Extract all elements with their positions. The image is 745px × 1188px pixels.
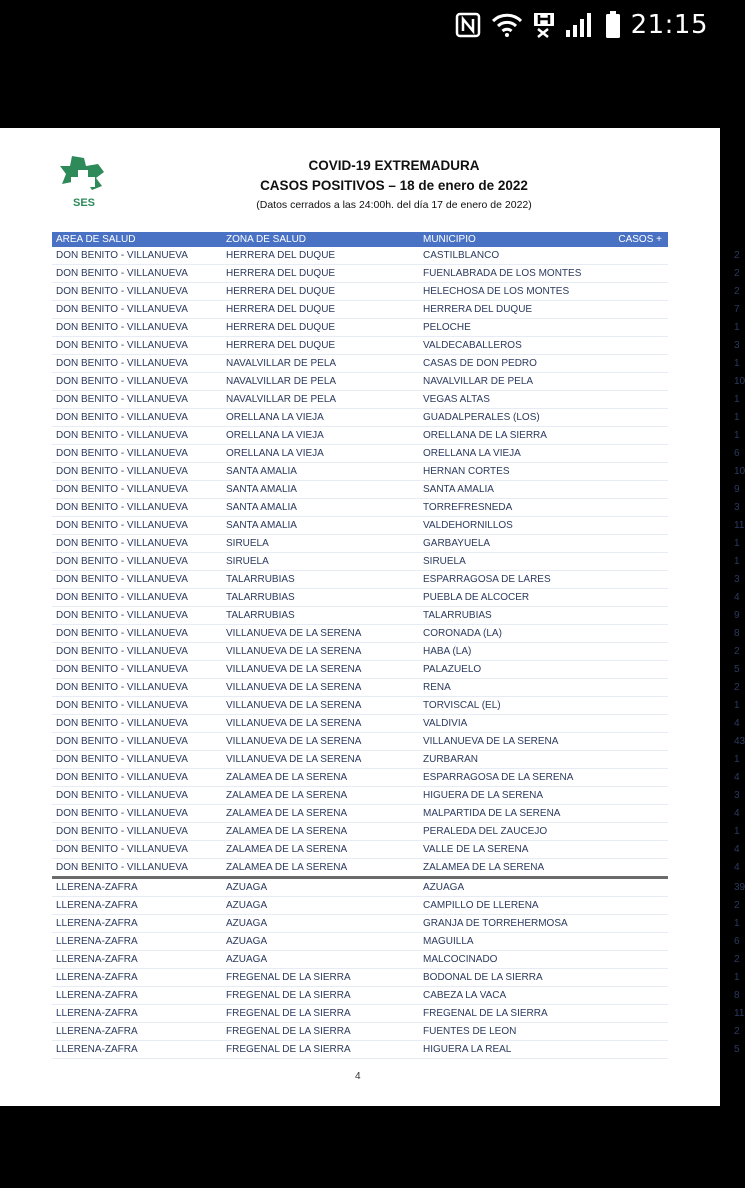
- cell-zona: TALARRUBIAS: [222, 589, 419, 607]
- cell-area: DON BENITO - VILLANUEVA: [52, 751, 222, 769]
- cell-zona: TALARRUBIAS: [222, 571, 419, 589]
- cell-municipio: ESPARRAGOSA DE LARES: [419, 571, 584, 589]
- cell-municipio: ZALAMEA DE LA SERENA: [419, 859, 584, 878]
- cell-municipio: MALCOCINADO: [419, 951, 584, 969]
- cell-zona: ORELLANA LA VIEJA: [222, 427, 419, 445]
- table-row: [52, 878, 668, 897]
- cell-casos: 9: [584, 607, 668, 625]
- cell-casos: 1: [584, 553, 668, 571]
- table-row: [52, 933, 668, 951]
- header-zona: ZONA DE SALUD: [222, 232, 419, 247]
- cell-casos: 1: [584, 355, 668, 373]
- cell-casos: 6: [584, 445, 668, 463]
- cell-casos: 2: [584, 265, 668, 283]
- cell-area: LLERENA-ZAFRA: [52, 915, 222, 933]
- cell-casos: 3: [584, 337, 668, 355]
- cell-zona: AZUAGA: [222, 933, 419, 951]
- table-row: [52, 553, 668, 571]
- cell-municipio: TORREFRESNEDA: [419, 499, 584, 517]
- cell-casos: 3: [584, 571, 668, 589]
- document-note: (Datos cerrados a las 24:00h. del día 17 de enero de 2022): [256, 199, 532, 211]
- data-off-icon: [533, 12, 555, 38]
- page-number: 4: [355, 1071, 361, 1082]
- table-row: [52, 373, 668, 391]
- cell-area: DON BENITO - VILLANUEVA: [52, 247, 222, 265]
- nfc-icon: [455, 12, 481, 38]
- table-row: [52, 589, 668, 607]
- cell-zona: FREGENAL DE LA SIERRA: [222, 969, 419, 987]
- table-row: [52, 391, 668, 409]
- cell-area: DON BENITO - VILLANUEVA: [52, 391, 222, 409]
- cell-municipio: VALDEHORNILLOS: [419, 517, 584, 535]
- cell-zona: VILLANUEVA DE LA SERENA: [222, 751, 419, 769]
- cell-area: LLERENA-ZAFRA: [52, 969, 222, 987]
- cell-area: LLERENA-ZAFRA: [52, 933, 222, 951]
- cell-area: DON BENITO - VILLANUEVA: [52, 481, 222, 499]
- cell-area: DON BENITO - VILLANUEVA: [52, 823, 222, 841]
- table-row: [52, 915, 668, 933]
- cell-municipio: PELOCHE: [419, 319, 584, 337]
- table-row: [52, 859, 668, 878]
- cell-municipio: RENA: [419, 679, 584, 697]
- cell-municipio: CASTILBLANCO: [419, 247, 584, 265]
- cell-municipio: PUEBLA DE ALCOCER: [419, 589, 584, 607]
- cell-casos: 8: [584, 987, 668, 1005]
- cell-municipio: FREGENAL DE LA SIERRA: [419, 1005, 584, 1023]
- table-row: [52, 987, 668, 1005]
- cell-zona: AZUAGA: [222, 915, 419, 933]
- cell-casos: 39: [584, 878, 668, 897]
- cell-municipio: VALDIVIA: [419, 715, 584, 733]
- cell-area: DON BENITO - VILLANUEVA: [52, 805, 222, 823]
- cell-municipio: BODONAL DE LA SIERRA: [419, 969, 584, 987]
- table-row: [52, 427, 668, 445]
- cell-municipio: CABEZA LA VACA: [419, 987, 584, 1005]
- cell-zona: HERRERA DEL DUQUE: [222, 337, 419, 355]
- table-row: [52, 1023, 668, 1041]
- cell-area: DON BENITO - VILLANUEVA: [52, 679, 222, 697]
- cell-casos: 1: [584, 823, 668, 841]
- table-row: [52, 571, 668, 589]
- cell-area: DON BENITO - VILLANUEVA: [52, 661, 222, 679]
- table-row: [52, 841, 668, 859]
- cell-casos: 4: [584, 805, 668, 823]
- table-body: [52, 247, 745, 1059]
- cell-zona: TALARRUBIAS: [222, 607, 419, 625]
- cell-zona: ORELLANA LA VIEJA: [222, 445, 419, 463]
- cell-casos: 10: [584, 373, 668, 391]
- cell-municipio: AZUAGA: [419, 878, 584, 897]
- cell-area: DON BENITO - VILLANUEVA: [52, 499, 222, 517]
- cell-casos: 11: [584, 1005, 668, 1023]
- cell-casos: 8: [584, 625, 668, 643]
- table-row: [52, 355, 668, 373]
- cell-area: DON BENITO - VILLANUEVA: [52, 409, 222, 427]
- cell-zona: ZALAMEA DE LA SERENA: [222, 859, 419, 878]
- table-row: [52, 715, 668, 733]
- cell-area: DON BENITO - VILLANUEVA: [52, 733, 222, 751]
- table-row: [52, 951, 668, 969]
- cell-area: DON BENITO - VILLANUEVA: [52, 373, 222, 391]
- cell-area: DON BENITO - VILLANUEVA: [52, 859, 222, 878]
- table-row: [52, 535, 668, 553]
- table-row: [52, 517, 668, 535]
- cell-casos: 2: [584, 1023, 668, 1041]
- cell-casos: 5: [584, 1041, 668, 1059]
- table-row: [52, 625, 668, 643]
- cell-casos: 2: [584, 897, 668, 915]
- cases-table: [52, 232, 745, 1059]
- cell-casos: 4: [584, 769, 668, 787]
- table-row: [52, 499, 668, 517]
- table-header-row: [52, 232, 668, 247]
- cell-zona: VILLANUEVA DE LA SERENA: [222, 625, 419, 643]
- cell-area: DON BENITO - VILLANUEVA: [52, 715, 222, 733]
- cell-casos: 6: [584, 933, 668, 951]
- cell-casos: 1: [584, 319, 668, 337]
- cell-area: LLERENA-ZAFRA: [52, 987, 222, 1005]
- cell-municipio: TALARRUBIAS: [419, 607, 584, 625]
- cell-area: DON BENITO - VILLANUEVA: [52, 427, 222, 445]
- table-row: [52, 283, 668, 301]
- table-row: [52, 445, 668, 463]
- cell-area: DON BENITO - VILLANUEVA: [52, 625, 222, 643]
- header-casos: CASOS +: [584, 232, 668, 247]
- cell-casos: 9: [584, 481, 668, 499]
- table-row: [52, 733, 668, 751]
- cell-area: DON BENITO - VILLANUEVA: [52, 463, 222, 481]
- cell-area: DON BENITO - VILLANUEVA: [52, 337, 222, 355]
- cell-casos: 4: [584, 589, 668, 607]
- table-row: [52, 337, 668, 355]
- cell-municipio: CORONADA (LA): [419, 625, 584, 643]
- cell-zona: SANTA AMALIA: [222, 463, 419, 481]
- table-row: [52, 751, 668, 769]
- cell-casos: 5: [584, 661, 668, 679]
- cell-casos: 2: [584, 283, 668, 301]
- cell-municipio: FUENLABRADA DE LOS MONTES: [419, 265, 584, 283]
- cell-casos: 1: [584, 751, 668, 769]
- cell-casos: 2: [584, 679, 668, 697]
- cell-zona: ZALAMEA DE LA SERENA: [222, 823, 419, 841]
- cell-zona: ZALAMEA DE LA SERENA: [222, 805, 419, 823]
- cell-zona: VILLANUEVA DE LA SERENA: [222, 679, 419, 697]
- document-title: COVID-19 EXTREMADURA: [308, 158, 480, 173]
- cell-municipio: HERRERA DEL DUQUE: [419, 301, 584, 319]
- cell-zona: ZALAMEA DE LA SERENA: [222, 769, 419, 787]
- cell-area: DON BENITO - VILLANUEVA: [52, 607, 222, 625]
- cell-zona: VILLANUEVA DE LA SERENA: [222, 643, 419, 661]
- table-row: [52, 301, 668, 319]
- cell-zona: ZALAMEA DE LA SERENA: [222, 841, 419, 859]
- cell-municipio: NAVALVILLAR DE PELA: [419, 373, 584, 391]
- cell-area: DON BENITO - VILLANUEVA: [52, 571, 222, 589]
- cell-area: DON BENITO - VILLANUEVA: [52, 535, 222, 553]
- cell-area: LLERENA-ZAFRA: [52, 951, 222, 969]
- status-bar: [0, 0, 720, 50]
- cell-area: DON BENITO - VILLANUEVA: [52, 265, 222, 283]
- cell-zona: VILLANUEVA DE LA SERENA: [222, 733, 419, 751]
- cell-municipio: HERNAN CORTES: [419, 463, 584, 481]
- table-row: [52, 679, 668, 697]
- cell-municipio: CASAS DE DON PEDRO: [419, 355, 584, 373]
- table-row: [52, 643, 668, 661]
- cell-casos: 4: [584, 841, 668, 859]
- cell-zona: AZUAGA: [222, 878, 419, 897]
- cell-zona: SIRUELA: [222, 535, 419, 553]
- title-block: [200, 156, 588, 214]
- cell-casos: 1: [584, 535, 668, 553]
- cell-zona: NAVALVILLAR DE PELA: [222, 355, 419, 373]
- table-row: [52, 697, 668, 715]
- cell-zona: NAVALVILLAR DE PELA: [222, 391, 419, 409]
- cell-casos: 3: [584, 499, 668, 517]
- cell-zona: VILLANUEVA DE LA SERENA: [222, 697, 419, 715]
- bottom-bar: [0, 1106, 720, 1188]
- cell-municipio: MALPARTIDA DE LA SERENA: [419, 805, 584, 823]
- table-row: [52, 409, 668, 427]
- table-row: [52, 319, 668, 337]
- cell-municipio: SANTA AMALIA: [419, 481, 584, 499]
- cell-municipio: GRANJA DE TORREHERMOSA: [419, 915, 584, 933]
- cell-area: DON BENITO - VILLANUEVA: [52, 553, 222, 571]
- ses-logo: [58, 154, 110, 212]
- cell-municipio: HELECHOSA DE LOS MONTES: [419, 283, 584, 301]
- cell-casos: 7: [584, 301, 668, 319]
- table-row: [52, 463, 668, 481]
- cell-area: DON BENITO - VILLANUEVA: [52, 589, 222, 607]
- cell-casos: 11: [584, 517, 668, 535]
- cell-zona: HERRERA DEL DUQUE: [222, 283, 419, 301]
- cell-zona: HERRERA DEL DUQUE: [222, 265, 419, 283]
- cell-municipio: VILLANUEVA DE LA SERENA: [419, 733, 584, 751]
- cell-area: DON BENITO - VILLANUEVA: [52, 355, 222, 373]
- cell-casos: 1: [584, 409, 668, 427]
- cell-area: DON BENITO - VILLANUEVA: [52, 697, 222, 715]
- table-row: [52, 247, 668, 265]
- cell-municipio: ORELLANA DE LA SIERRA: [419, 427, 584, 445]
- table-row: [52, 805, 668, 823]
- cell-municipio: GARBAYUELA: [419, 535, 584, 553]
- cell-casos: 2: [584, 247, 668, 265]
- cell-zona: SANTA AMALIA: [222, 499, 419, 517]
- cell-zona: SANTA AMALIA: [222, 481, 419, 499]
- cell-zona: NAVALVILLAR DE PELA: [222, 373, 419, 391]
- cell-municipio: SIRUELA: [419, 553, 584, 571]
- cell-area: LLERENA-ZAFRA: [52, 1005, 222, 1023]
- table-row: [52, 265, 668, 283]
- cell-zona: AZUAGA: [222, 897, 419, 915]
- cell-zona: FREGENAL DE LA SIERRA: [222, 1023, 419, 1041]
- cell-casos: 4: [584, 859, 668, 878]
- cell-casos: 43: [584, 733, 668, 751]
- cell-area: DON BENITO - VILLANUEVA: [52, 841, 222, 859]
- cell-area: DON BENITO - VILLANUEVA: [52, 787, 222, 805]
- cell-municipio: VALDECABALLEROS: [419, 337, 584, 355]
- cell-area: LLERENA-ZAFRA: [52, 1041, 222, 1059]
- cell-municipio: TORVISCAL (EL): [419, 697, 584, 715]
- battery-icon: [605, 11, 621, 39]
- cell-casos: 1: [584, 427, 668, 445]
- cell-municipio: ORELLANA LA VIEJA: [419, 445, 584, 463]
- table-row: [52, 897, 668, 915]
- cell-zona: VILLANUEVA DE LA SERENA: [222, 715, 419, 733]
- header-municipio: MUNICIPIO: [419, 232, 584, 247]
- cell-municipio: PALAZUELO: [419, 661, 584, 679]
- table-row: [52, 769, 668, 787]
- table-row: [52, 607, 668, 625]
- cell-area: DON BENITO - VILLANUEVA: [52, 517, 222, 535]
- cell-zona: VILLANUEVA DE LA SERENA: [222, 661, 419, 679]
- cell-area: DON BENITO - VILLANUEVA: [52, 319, 222, 337]
- signal-icon: [565, 12, 595, 38]
- cell-area: LLERENA-ZAFRA: [52, 897, 222, 915]
- table-row: [52, 969, 668, 987]
- cell-zona: HERRERA DEL DUQUE: [222, 301, 419, 319]
- cell-zona: HERRERA DEL DUQUE: [222, 247, 419, 265]
- cell-zona: AZUAGA: [222, 951, 419, 969]
- cell-casos: 1: [584, 969, 668, 987]
- clock: 21:15: [630, 10, 708, 40]
- cell-casos: 1: [584, 391, 668, 409]
- cell-municipio: PERALEDA DEL ZAUCEJO: [419, 823, 584, 841]
- document-subtitle: CASOS POSITIVOS – 18 de enero de 2022: [260, 178, 528, 193]
- cell-municipio: HIGUERA LA REAL: [419, 1041, 584, 1059]
- cell-zona: FREGENAL DE LA SIERRA: [222, 987, 419, 1005]
- cell-zona: SANTA AMALIA: [222, 517, 419, 535]
- cell-zona: ORELLANA LA VIEJA: [222, 409, 419, 427]
- cell-casos: 3: [584, 787, 668, 805]
- cell-area: DON BENITO - VILLANUEVA: [52, 643, 222, 661]
- cell-municipio: HIGUERA DE LA SERENA: [419, 787, 584, 805]
- cell-zona: SIRUELA: [222, 553, 419, 571]
- cell-casos: 4: [584, 715, 668, 733]
- cell-zona: FREGENAL DE LA SIERRA: [222, 1041, 419, 1059]
- cell-area: DON BENITO - VILLANUEVA: [52, 445, 222, 463]
- table-row: [52, 661, 668, 679]
- cell-casos: 1: [584, 697, 668, 715]
- table-row: [52, 481, 668, 499]
- table-row: [52, 1005, 668, 1023]
- cell-area: DON BENITO - VILLANUEVA: [52, 283, 222, 301]
- table-row: [52, 787, 668, 805]
- cell-municipio: MAGUILLA: [419, 933, 584, 951]
- cell-zona: HERRERA DEL DUQUE: [222, 319, 419, 337]
- cell-municipio: ESPARRAGOSA DE LA SERENA: [419, 769, 584, 787]
- cell-zona: FREGENAL DE LA SIERRA: [222, 1005, 419, 1023]
- cell-municipio: VALLE DE LA SERENA: [419, 841, 584, 859]
- cell-area: DON BENITO - VILLANUEVA: [52, 769, 222, 787]
- table-row: [52, 1041, 668, 1059]
- cell-municipio: VEGAS ALTAS: [419, 391, 584, 409]
- cell-zona: ZALAMEA DE LA SERENA: [222, 787, 419, 805]
- logo-text: SES: [72, 197, 96, 209]
- cell-casos: 2: [584, 951, 668, 969]
- cell-municipio: HABA (LA): [419, 643, 584, 661]
- cell-casos: 10: [584, 463, 668, 481]
- cell-municipio: CAMPILLO DE LLERENA: [419, 897, 584, 915]
- cell-casos: 1: [584, 915, 668, 933]
- cell-municipio: FUENTES DE LEON: [419, 1023, 584, 1041]
- document-page: [0, 128, 745, 1106]
- wifi-icon: [491, 12, 523, 38]
- cell-casos: 2: [584, 643, 668, 661]
- cell-municipio: ZURBARAN: [419, 751, 584, 769]
- cell-municipio: GUADALPERALES (LOS): [419, 409, 584, 427]
- cell-area: LLERENA-ZAFRA: [52, 1023, 222, 1041]
- header-area: AREA DE SALUD: [52, 232, 222, 247]
- table-row: [52, 823, 668, 841]
- cell-area: DON BENITO - VILLANUEVA: [52, 301, 222, 319]
- cell-area: LLERENA-ZAFRA: [52, 878, 222, 897]
